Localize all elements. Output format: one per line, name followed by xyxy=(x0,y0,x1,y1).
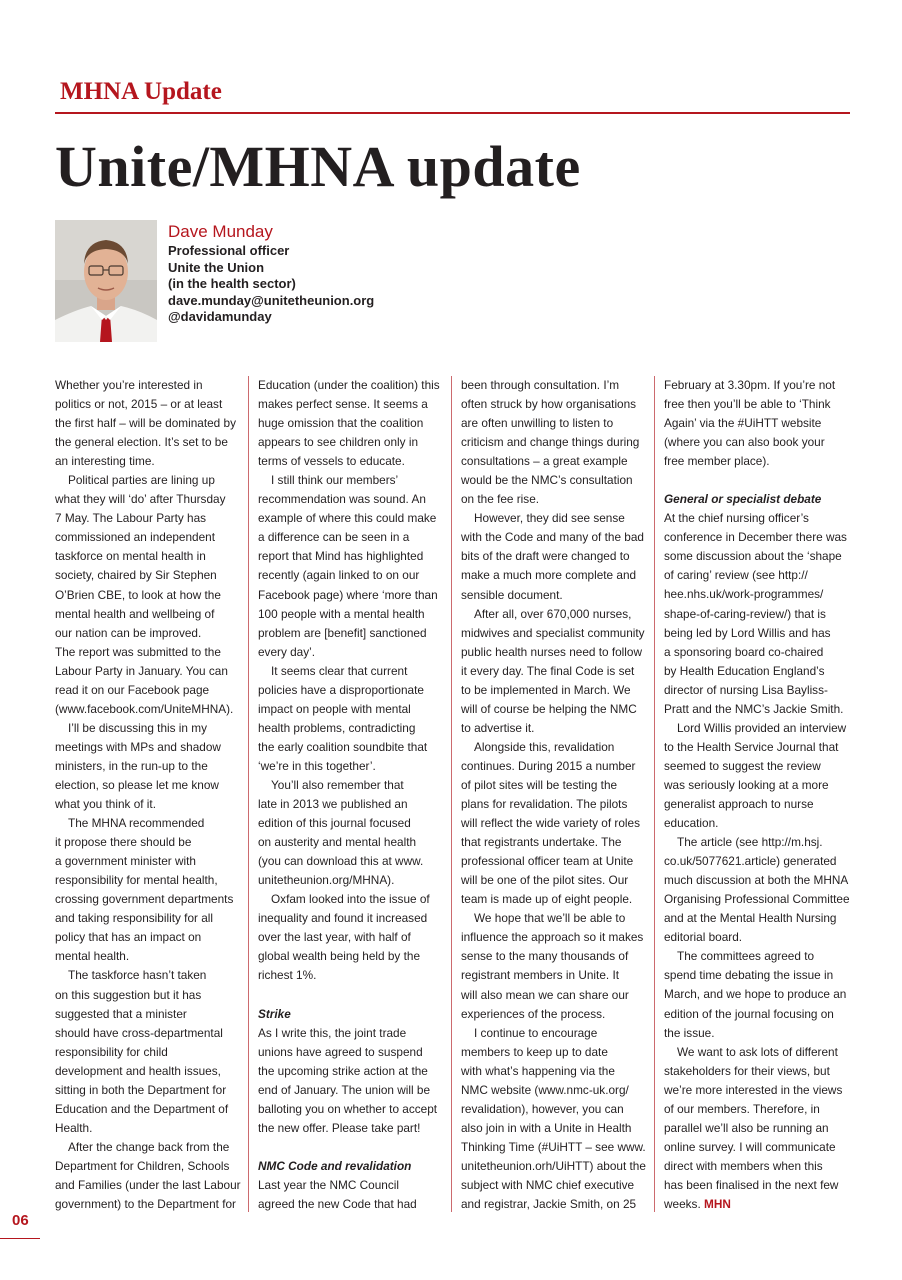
end-mark: MHN xyxy=(704,1196,731,1211)
body-paragraph: Last year the NMC Council agreed the new Code that had xyxy=(258,1177,417,1211)
article-column-3 xyxy=(461,376,649,1214)
body-paragraph: I continue to encourage members to keep up to date with what’s happening via the NMC website (www.nmc-uk.org/ revalidation), however, you can also join in with a Unite in Health Thinking Time (#UiHTT – see www. unitetheunion.orh/UiHTT) about the subject with NMC chief executive and registrar, Jackie Smith, on 25 xyxy=(461,1025,646,1212)
body-paragraph: The article (see http://m.hsj. co.uk/5077621.article) generated much discussion at both the MHNA Organising Professional Committee and at the Mental Health Nursing editorial board. xyxy=(664,835,850,945)
author-twitter-handle[interactable]: @davidamunday xyxy=(168,309,272,324)
article-column-2 xyxy=(258,376,446,1214)
body-paragraph: It seems clear that current policies have a disproportionate impact on people with mental health problems, contradicting the early coalition soundbite that ‘we’re in this together’. xyxy=(258,663,428,773)
column-divider xyxy=(451,376,452,1212)
body-paragraph: I still think our members’ recommendation was sound. An example of where this could make a difference can be seen in a report that Mind has highlighted recently (again linked to on our Facebook page) where ‘more than 100 people with a mental health problem are [benefit] sanctioned every day’. xyxy=(258,473,438,659)
author-name: Dave Munday xyxy=(168,222,273,241)
body-paragraph: February at 3.30pm. If you’re not free then you’ll be able to ‘Think Again’ via the #UiHTT website (where you can also book your free member place). xyxy=(664,378,836,469)
author-sector: (in the health sector) xyxy=(168,276,296,291)
body-paragraph: The MHNA recommended it propose there should be a government minister with responsibility for mental health, crossing government departments and taking responsibility for all policy that has an impact on mental health. xyxy=(55,816,234,964)
page-title: Unite/MHNA update xyxy=(55,134,581,199)
body-paragraph: The committees agreed to spend time debating the issue in March, and we hope to produce an edition of the journal focusing on the issue. xyxy=(664,949,847,1040)
body-paragraph: Alongside this, revalidation continues. During 2015 a number of pilot sites will be testing the plans for revalidation. The pilots will reflect the wide variety of roles that registrants undertake. The professional officer team at Unite will be one of the pilot sites. Our team is made up of eight people. xyxy=(461,739,640,907)
column-divider xyxy=(654,376,655,1212)
section-label: MHNA Update xyxy=(60,78,222,105)
subheading-strike: Strike xyxy=(258,1006,291,1021)
author-role: Professional officer xyxy=(168,243,290,258)
author-photo xyxy=(55,220,157,342)
author-email[interactable]: dave.munday@unitetheunion.org xyxy=(168,292,375,308)
subheading-general-or-specialist: General or specialist debate xyxy=(664,492,822,507)
body-paragraph: As I write this, the joint trade unions have agreed to suspend the upcoming strike action at the end of January. The union will be balloting you on whether to accept the new offer. Please take part! xyxy=(258,1025,438,1135)
article-column-1 xyxy=(55,376,243,1214)
body-paragraph: Lord Willis provided an interview to the Health Service Journal that seemed to suggest the review was seriously looking at a more generalist approach to nurse education. xyxy=(664,720,847,831)
body-paragraph: We hope that we’ll be able to influence the approach so it makes sense to the many thousands of registrant members in Unite. It will also mean we can share our experiences of the process. xyxy=(461,911,644,1021)
header-rule xyxy=(55,112,850,114)
author-byline xyxy=(168,222,374,326)
body-paragraph: Education (under the coalition) this makes perfect sense. It seems a huge omission that the coalition appears to see children only in terms of vessels to educate. xyxy=(258,378,440,469)
body-paragraph: At the chief nursing officer’s conference in December there was some discussion about the ‘shape of caring’ review (see http:// hee.nhs.uk/work-programmes/ shape-of-caring-review/) that is being led by Lord Willis and has a sponsoring board co-chaired by Health Education England’s director of nursing Lisa Bayliss- Pratt and the NMC’s Jackie Smith. xyxy=(664,511,847,716)
body-paragraph: Whether you’re interested in politics or not, 2015 – or at least the first half – will be dominated by the general election. It’s set to be an interesting time. xyxy=(55,378,236,469)
body-paragraph: After all, over 670,000 nurses, midwives and specialist community public health nurses need to follow it every day. The final Code is set to be implemented in March. We will of course be helping the NMC to advertise it. xyxy=(461,606,645,735)
body-paragraph: been through consultation. I’m often struck by how organisations are often unwilling to listen to criticism and change things during consultations – a great example would be the NMC’s consultation on the fee rise. xyxy=(461,378,640,507)
column-divider xyxy=(248,376,249,1212)
body-paragraph: After the change back from the Department for Children, Schools and Families (under the last Labour government) to the Department for xyxy=(55,1139,241,1212)
body-paragraph: I’ll be discussing this in my meetings with MPs and shadow ministers, in the run-up to the election, so please let me know what you think of it. xyxy=(55,720,221,812)
body-paragraph: Oxfam looked into the issue of inequality and found it increased over the last year, with half of global wealth being held by the richest 1%. xyxy=(258,892,430,983)
body-paragraph-text: We want to ask lots of different stakeholders for their views, but we’re more interested in the views of our members. Therefore, in parallel we’ll also be running an online survey. I will communicate direct with members when this has been finalised in the next few weeks. xyxy=(664,1044,843,1211)
body-paragraph-last xyxy=(664,1043,852,1214)
article-column-4 xyxy=(664,376,852,1214)
page-number: 06 xyxy=(12,1212,29,1229)
author-organisation: Unite the Union xyxy=(168,259,265,275)
body-paragraph: However, they did see sense with the Code and many of the bad bits of the draft were changed to make a much more complete and sensible document. xyxy=(461,511,644,602)
body-paragraph: Political parties are lining up what they will ‘do’ after Thursday 7 May. The Labour Party has commissioned an independent taskforce on mental health in society, chaired by Sir Stephen O’Brien CBE, to look at how the mental health and wellbeing of our nation can be improved. The report was submitted to the Labour Party in January. You can read it on our Facebook page (www.facebook.com/UniteMHNA). xyxy=(55,473,234,716)
body-paragraph: You’ll also remember that late in 2013 we published an edition of this journal focused on austerity and mental health (you can download this at www. unitetheunion.org/MHNA). xyxy=(258,777,424,888)
subheading-nmc-code: NMC Code and revalidation xyxy=(258,1158,412,1173)
footer-rule xyxy=(0,1238,40,1239)
body-paragraph: The taskforce hasn’t taken on this suggestion but it has suggested that a minister should have cross-departmental responsibility for child development and health issues, sitting in both the Department for Education and the Department of Health. xyxy=(55,968,229,1135)
